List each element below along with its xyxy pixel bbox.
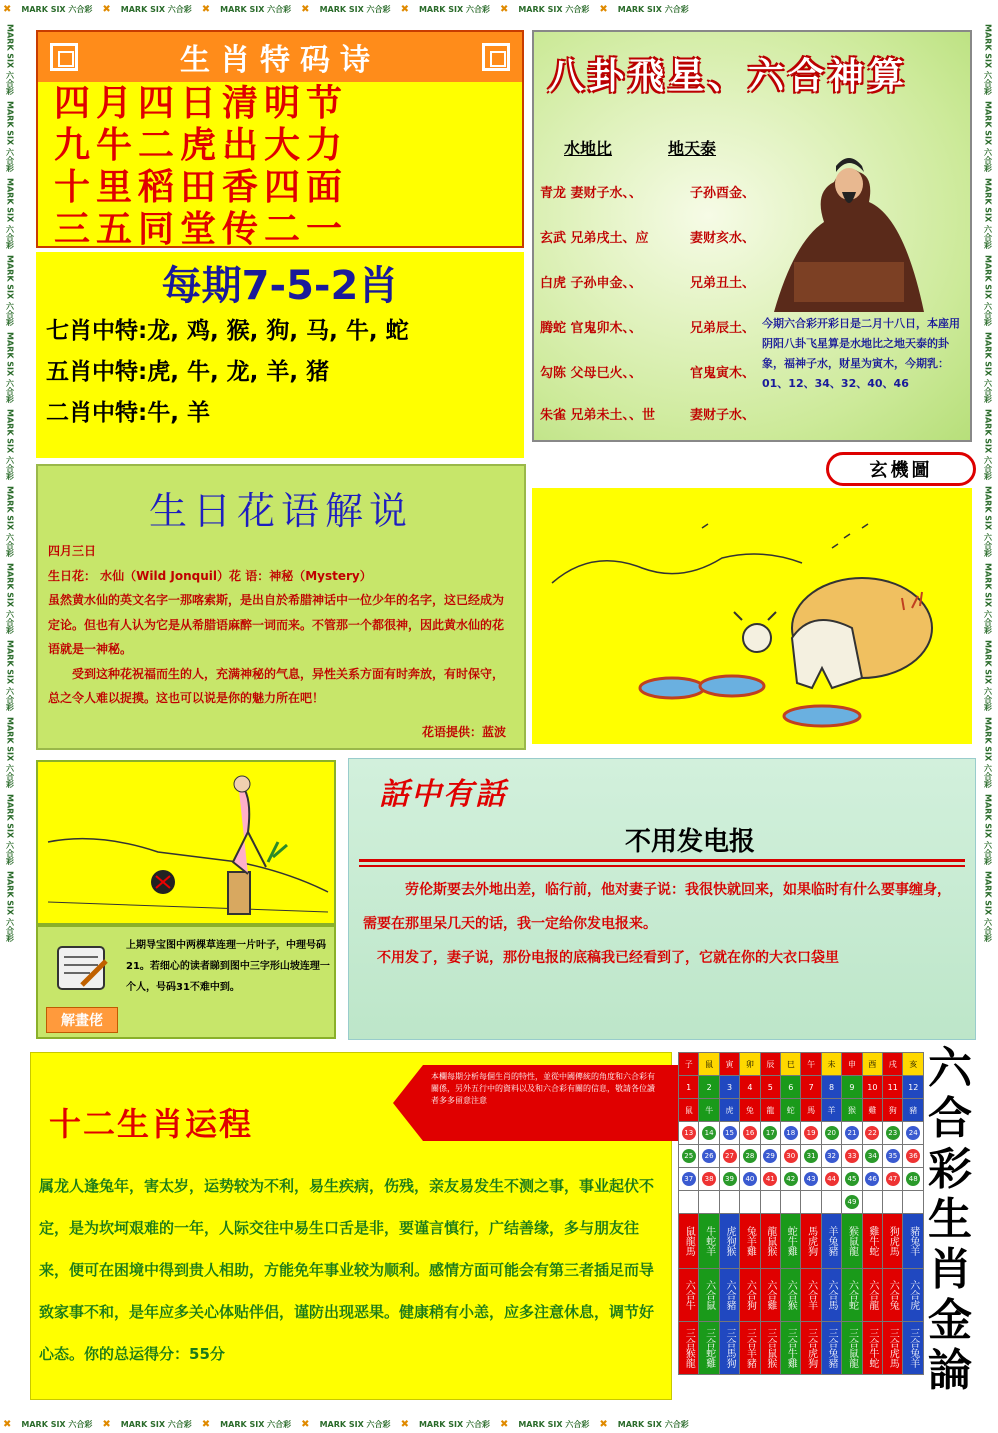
border-brand: MARK SIX 六合彩 — [983, 717, 993, 788]
ball-cell — [903, 1122, 924, 1145]
border-brand: MARK SIX 六合彩 — [5, 178, 15, 249]
grid-row — [679, 1099, 924, 1122]
lottery-ball: 31 — [804, 1149, 818, 1163]
border-x-icon: ✖ — [400, 1418, 409, 1430]
branch-cell: 申 — [842, 1053, 862, 1076]
poem-line: 三五同堂传二一 — [54, 208, 349, 250]
zodiac-cell: 猴 — [842, 1099, 862, 1122]
lottery-ball: 38 — [702, 1172, 716, 1186]
ball-cell — [903, 1145, 924, 1168]
sanhe-cell: 三合蛇雞 — [699, 1322, 719, 1375]
xuanji-label: 玄機圖 — [869, 460, 933, 481]
grid-row — [679, 1145, 924, 1168]
ball-cell — [740, 1191, 760, 1214]
branch-cell: 巳 — [781, 1053, 801, 1076]
ball-cell — [883, 1168, 903, 1191]
ball-cell — [760, 1145, 780, 1168]
lottery-ball: 14 — [702, 1126, 716, 1140]
lottery-ball: 32 — [825, 1149, 839, 1163]
zodiac-poem-panel — [36, 30, 524, 248]
liuhe-cell: 六合馬 — [821, 1269, 841, 1322]
branch-cell: 午 — [801, 1053, 821, 1076]
lottery-ball: 47 — [886, 1172, 900, 1186]
liuhe-cell: 六合龍 — [862, 1269, 882, 1322]
ball-cell — [862, 1191, 882, 1214]
lottery-ball: 36 — [906, 1149, 920, 1163]
number-cell: 8 — [821, 1076, 841, 1099]
picks-row: 五肖中特:虎, 牛, 龙, 羊, 猪 — [46, 359, 330, 385]
grid-row — [679, 1122, 924, 1145]
riddle-hint-panel — [36, 925, 336, 1039]
border-brand: MARK SIX 六合彩 — [983, 332, 993, 403]
lottery-ball: 29 — [763, 1149, 777, 1163]
poem-line: 十里稻田香四面 — [54, 166, 349, 208]
picks-row: 二肖中特:牛, 羊 — [46, 400, 210, 426]
border-x-icon: ✖ — [301, 3, 310, 15]
zodiac-table — [678, 1052, 924, 1375]
ball-cell — [821, 1145, 841, 1168]
lottery-ball: 35 — [886, 1149, 900, 1163]
sanhe-cell: 三合鼠猴 — [760, 1322, 780, 1375]
gua-left: 水地比 — [564, 139, 613, 158]
trios-cell: 馬虎狗 — [801, 1214, 821, 1269]
zodiac-cell: 牛 — [699, 1099, 719, 1122]
sanhe-cell: 三合猴龍 — [679, 1322, 699, 1375]
lottery-ball: 45 — [845, 1172, 859, 1186]
border-brand: MARK SIX 六合彩 — [5, 101, 15, 172]
grid-row — [679, 1053, 924, 1076]
border-x-icon: ✖ — [3, 1418, 12, 1430]
branch-cell: 辰 — [760, 1053, 780, 1076]
lottery-ball: 24 — [906, 1126, 920, 1140]
liuhe-cell: 六合猴 — [781, 1269, 801, 1322]
number-cell: 4 — [740, 1076, 760, 1099]
grid-row — [679, 1191, 924, 1214]
ball-cell — [862, 1122, 882, 1145]
vertical-title-char: 金 — [928, 1294, 972, 1346]
trios-cell: 兔羊雞 — [740, 1214, 760, 1269]
ball-cell — [862, 1168, 882, 1191]
bagua-row-left: 玄武 兄弟戌土、应 — [540, 231, 649, 246]
border-x-icon: ✖ — [301, 1418, 310, 1430]
bagua-row-left: 腾蛇 官鬼卯木、、 — [540, 321, 643, 336]
border-brand: MARK SIX 六合彩 — [220, 1419, 292, 1429]
border-brand: MARK SIX 六合彩 — [220, 4, 292, 14]
border-brand: MARK SIX 六合彩 — [983, 409, 993, 480]
lottery-ball: 41 — [763, 1172, 777, 1186]
ball-cell — [862, 1145, 882, 1168]
border-brand: MARK SIX 六合彩 — [5, 332, 15, 403]
ball-cell — [842, 1191, 862, 1214]
vertical-title-char: 六 — [928, 1043, 972, 1095]
ball-cell — [781, 1145, 801, 1168]
picks-headline: 每期7-5-2肖 — [161, 263, 399, 309]
number-cell: 11 — [883, 1076, 903, 1099]
bagua-note: 今期六合彩开彩日是二月十八日，本座用阴阳八卦飞星算是水地比之地天泰的卦象，福神子水，财星为寅木，今期乳：01、12、34、32、40、46 — [762, 317, 960, 390]
sanhe-cell: 三合兔羊 — [903, 1322, 924, 1375]
liuhe-cell: 六合牛 — [679, 1269, 699, 1322]
number-cell: 3 — [719, 1076, 739, 1099]
ball-cell — [760, 1191, 780, 1214]
lottery-ball: 39 — [723, 1172, 737, 1186]
poem-title: 生肖特码诗 — [180, 43, 380, 78]
vertical-title — [924, 1044, 976, 1396]
lottery-ball: 17 — [763, 1126, 777, 1140]
zodiac-cell: 馬 — [801, 1099, 821, 1122]
border-right — [978, 18, 998, 1415]
ball-cell — [801, 1168, 821, 1191]
lottery-ball: 18 — [784, 1126, 798, 1140]
lottery-ball: 30 — [784, 1149, 798, 1163]
number-cell: 7 — [801, 1076, 821, 1099]
zodiac-cell: 龍 — [760, 1099, 780, 1122]
bagua-row-right: 妻财子水、 — [690, 408, 756, 423]
border-brand: MARK SIX 六合彩 — [518, 1419, 590, 1429]
ball-cell — [699, 1145, 719, 1168]
border-x-icon: ✖ — [499, 1418, 509, 1430]
lottery-ball: 16 — [743, 1126, 757, 1140]
number-cell: 12 — [903, 1076, 924, 1099]
border-x-icon: ✖ — [599, 1418, 608, 1430]
ball-cell — [740, 1168, 760, 1191]
zodiac-fortune-panel — [30, 1052, 672, 1400]
poem-line: 九牛二虎出大力 — [54, 124, 349, 166]
border-bottom — [0, 1415, 998, 1433]
border-brand: MARK SIX 六合彩 — [5, 486, 15, 557]
bagua-panel — [532, 30, 972, 442]
grid-row — [679, 1168, 924, 1191]
joke-brand: 話中有話 — [379, 777, 507, 812]
ball-cell — [699, 1168, 719, 1191]
zodiac-cell: 羊 — [821, 1099, 841, 1122]
ball-cell — [903, 1168, 924, 1191]
cow-scene-illustration — [532, 488, 972, 744]
branch-cell: 亥 — [903, 1053, 924, 1076]
lottery-ball: 13 — [682, 1126, 696, 1140]
border-brand: MARK SIX 六合彩 — [5, 409, 15, 480]
ball-cell — [719, 1191, 739, 1214]
fortune-body: 属龙人逢兔年，害太岁，运势较为不利，易生疾病，伤残，亲友易发生不测之事，事业起伏不定，是为坎坷艰难的一年，人际交往中易生口舌是非，要谨言慎行，广结善缘，多与朋友往来，便可在困境中得到贵人相助，方能免年事业较为顺利。感情方面可能会有第三者插足而导致家事不和，是年应多关心体贴伴侣，谨防出现恶果。健康稍有小恙，应多注意休息，调节好心态。你的总运得分：55分 — [39, 1177, 655, 1363]
number-cell: 6 — [781, 1076, 801, 1099]
ball-cell — [883, 1145, 903, 1168]
divider — [359, 859, 965, 862]
bagua-row-left: 勾陈 父母巳火、、 — [540, 366, 643, 381]
liuhe-cell: 六合雞 — [760, 1269, 780, 1322]
border-brand: MARK SIX 六合彩 — [418, 1419, 490, 1429]
border-x-icon: ✖ — [499, 3, 509, 15]
frame-icon — [50, 43, 78, 71]
vertical-title-char: 彩 — [928, 1143, 972, 1195]
border-brand: MARK SIX 六合彩 — [983, 640, 993, 711]
border-brand: MARK SIX 六合彩 — [21, 1419, 93, 1429]
ball-cell — [760, 1122, 780, 1145]
branch-cell: 鼠 — [699, 1053, 719, 1076]
joke-paragraph: 劳伦斯要去外地出差，临行前，他对妻子说：我很快就回来，如果临时有什么要事缠身，需要在那里呆几天的话，我一定给你发电报来。 — [363, 882, 951, 932]
lottery-ball: 43 — [804, 1172, 818, 1186]
trios-cell: 牛蛇羊 — [699, 1214, 719, 1269]
trios-cell: 猴鼠龍 — [842, 1214, 862, 1269]
riddle-illustration-cow — [532, 488, 972, 744]
border-brand: MARK SIX 六合彩 — [21, 4, 93, 14]
flower-language-panel — [36, 464, 526, 750]
trios-cell: 龍鼠猴 — [760, 1214, 780, 1269]
lottery-ball: 34 — [865, 1149, 879, 1163]
bagua-row-right: 官鬼寅木、 — [690, 366, 756, 381]
bagua-row-left: 朱雀 兄弟未土、、世 — [540, 408, 656, 423]
liuhe-cell: 六合羊 — [801, 1269, 821, 1322]
trios-cell: 豬兔羊 — [903, 1214, 924, 1269]
lottery-ball: 28 — [743, 1149, 757, 1163]
border-brand: MARK SIX 六合彩 — [5, 255, 15, 326]
border-x-icon: ✖ — [3, 3, 12, 15]
lottery-ball: 26 — [702, 1149, 716, 1163]
ball-cell — [679, 1122, 699, 1145]
ball-cell — [842, 1145, 862, 1168]
ball-cell — [719, 1145, 739, 1168]
lottery-ball: 19 — [804, 1126, 818, 1140]
branch-cell: 卯 — [740, 1053, 760, 1076]
border-brand: MARK SIX 六合彩 — [5, 717, 15, 788]
ball-cell — [699, 1191, 719, 1214]
gua-right: 地天泰 — [668, 139, 717, 158]
bagua-title: 八卦飛星、六合神算 — [548, 55, 909, 97]
trios-cell: 鼠龍馬 — [679, 1214, 699, 1269]
ball-cell — [883, 1122, 903, 1145]
lottery-ball: 33 — [845, 1149, 859, 1163]
flower-title: 生日花语解说 — [148, 489, 413, 533]
sage-illustration — [764, 122, 934, 322]
border-x-icon: ✖ — [102, 1418, 111, 1430]
flower-line: 生日花： 水仙（Wild Jonquil）花 语：神秘（Mystery） — [48, 568, 372, 583]
branch-cell: 酉 — [862, 1053, 882, 1076]
liuhe-cell: 六合蛇 — [842, 1269, 862, 1322]
border-brand: MARK SIX 六合彩 — [983, 101, 993, 172]
picks-row: 七肖中特:龙, 鸡, 猴, 狗, 马, 牛, 蛇 — [46, 318, 409, 344]
frame-icon — [482, 43, 510, 71]
border-x-icon: ✖ — [201, 1418, 211, 1430]
lottery-ball: 44 — [825, 1172, 839, 1186]
branch-cell: 戌 — [883, 1053, 903, 1076]
zodiac-number-grid — [678, 1052, 924, 1398]
ball-cell — [781, 1168, 801, 1191]
border-brand: MARK SIX 六合彩 — [418, 4, 490, 14]
sanhe-cell: 三合馬狗 — [719, 1322, 739, 1375]
number-cell: 9 — [842, 1076, 862, 1099]
lottery-ball: 21 — [845, 1126, 859, 1140]
border-brand: MARK SIX 六合彩 — [5, 563, 15, 634]
border-brand: MARK SIX 六合彩 — [983, 563, 993, 634]
ball-cell — [760, 1168, 780, 1191]
vertical-title-char: 生 — [928, 1193, 972, 1245]
joke-title: 不用发电报 — [625, 827, 756, 857]
border-brand: MARK SIX 六合彩 — [617, 1419, 689, 1429]
border-brand: MARK SIX 六合彩 — [983, 24, 993, 95]
border-brand: MARK SIX 六合彩 — [5, 871, 15, 942]
joke-panel — [348, 758, 976, 1040]
ball-cell — [719, 1122, 739, 1145]
lottery-ball: 23 — [886, 1126, 900, 1140]
sanhe-cell: 三合虎馬 — [883, 1322, 903, 1375]
lottery-ball: 25 — [682, 1149, 696, 1163]
border-top — [0, 0, 998, 18]
border-brand: MARK SIX 六合彩 — [120, 4, 192, 14]
divider — [359, 865, 965, 867]
sanhe-cell: 三合兔豬 — [821, 1322, 841, 1375]
notebook-icon — [52, 941, 112, 997]
border-brand: MARK SIX 六合彩 — [319, 4, 391, 14]
border-brand: MARK SIX 六合彩 — [5, 24, 15, 95]
border-brand: MARK SIX 六合彩 — [983, 178, 993, 249]
number-cell: 1 — [679, 1076, 699, 1099]
border-brand: MARK SIX 六合彩 — [319, 1419, 391, 1429]
grid-row — [679, 1214, 924, 1269]
branch-cell: 子 — [679, 1053, 699, 1076]
grid-row — [679, 1269, 924, 1322]
border-x-icon: ✖ — [599, 3, 608, 15]
xuanji-badge — [826, 452, 976, 486]
bagua-row-right: 子孙酉金、 — [690, 186, 756, 201]
hint-label: 解畫佬 — [46, 1007, 118, 1033]
border-brand: MARK SIX 六合彩 — [120, 1419, 192, 1429]
border-brand: MARK SIX 六合彩 — [617, 4, 689, 14]
ball-cell — [740, 1122, 760, 1145]
trios-cell: 羊兔豬 — [821, 1214, 841, 1269]
lottery-ball: 22 — [865, 1126, 879, 1140]
ball-cell — [801, 1145, 821, 1168]
ball-cell — [903, 1191, 924, 1214]
ball-cell — [699, 1122, 719, 1145]
sanhe-cell: 三合羊豬 — [740, 1322, 760, 1375]
ball-cell — [842, 1122, 862, 1145]
grid-row — [679, 1322, 924, 1375]
border-brand: MARK SIX 六合彩 — [5, 794, 15, 865]
grid-row — [679, 1076, 924, 1099]
ball-cell — [801, 1191, 821, 1214]
lottery-ball: 49 — [845, 1195, 859, 1209]
zodiac-cell: 鼠 — [679, 1099, 699, 1122]
bagua-row-left: 青龙 妻财子水、、 — [540, 186, 643, 201]
ball-cell — [679, 1168, 699, 1191]
border-brand: MARK SIX 六合彩 — [518, 4, 590, 14]
ball-cell — [679, 1191, 699, 1214]
lottery-ball: 42 — [784, 1172, 798, 1186]
sanhe-cell: 三合虎狗 — [801, 1322, 821, 1375]
zodiac-cell: 蛇 — [781, 1099, 801, 1122]
zodiac-cell: 兔 — [740, 1099, 760, 1122]
ball-cell — [781, 1122, 801, 1145]
flower-paragraph: 虽然黄水仙的英文名字一那喀索斯，是出自於希腊神话中一位少年的名字，这已经成为定论。但也有人认为它是从希腊语麻醉一词而来。不管那一个都很神，因此黄水仙的花语就是一神秘。 — [48, 593, 505, 656]
lottery-ball: 20 — [825, 1126, 839, 1140]
trios-cell: 虎狗猴 — [719, 1214, 739, 1269]
flower-paragraph: 受到这种花祝福而生的人，充满神秘的气息，异性关系方面有时奔放，有时保守，总之令人难以捉摸。这也可以说是你的魅力所在吧！ — [48, 666, 505, 705]
ball-cell — [883, 1191, 903, 1214]
vertical-title-char: 論 — [928, 1344, 972, 1396]
liuhe-cell: 六合狗 — [740, 1269, 760, 1322]
lottery-ball: 37 — [682, 1172, 696, 1186]
liuhe-cell: 六合鼠 — [699, 1269, 719, 1322]
sanhe-cell: 三合牛雞 — [781, 1322, 801, 1375]
liuhe-cell: 六合兔 — [883, 1269, 903, 1322]
vertical-title-char: 肖 — [928, 1244, 972, 1296]
sanhe-cell: 三合鼠龍 — [842, 1322, 862, 1375]
ball-cell — [821, 1122, 841, 1145]
lottery-ball: 48 — [906, 1172, 920, 1186]
zodiac-cell: 豬 — [903, 1099, 924, 1122]
border-x-icon: ✖ — [400, 3, 409, 15]
border-brand: MARK SIX 六合彩 — [983, 255, 993, 326]
ball-cell — [719, 1168, 739, 1191]
ball-cell — [842, 1168, 862, 1191]
border-brand: MARK SIX 六合彩 — [983, 794, 993, 865]
border-brand: MARK SIX 六合彩 — [983, 871, 993, 942]
ball-cell — [740, 1145, 760, 1168]
bagua-row-left: 白虎 子孙申金、、 — [540, 276, 643, 291]
flower-date: 四月三日 — [48, 544, 97, 558]
ball-cell — [821, 1191, 841, 1214]
zodiac-cell: 狗 — [883, 1099, 903, 1122]
border-x-icon: ✖ — [102, 3, 111, 15]
runner-scene-illustration — [38, 762, 334, 923]
ball-cell — [679, 1145, 699, 1168]
vertical-title-char: 合 — [928, 1093, 972, 1145]
trios-cell: 蛇牛雞 — [781, 1214, 801, 1269]
bagua-row-right: 兄弟辰土、 — [690, 321, 756, 336]
lottery-ball: 15 — [723, 1126, 737, 1140]
ball-cell — [821, 1168, 841, 1191]
flower-credit: 花语提供：蓝波 — [421, 725, 506, 739]
lottery-ball: 27 — [723, 1149, 737, 1163]
border-left — [0, 18, 20, 1415]
liuhe-cell: 六合虎 — [903, 1269, 924, 1322]
joke-paragraph: 不用发了，妻子说，那份电报的底稿我已经看到了，它就在你的大衣口袋里 — [377, 950, 839, 966]
bagua-row-right: 兄弟丑土、 — [690, 276, 756, 291]
liuhe-cell: 六合豬 — [719, 1269, 739, 1322]
lottery-ball: 40 — [743, 1172, 757, 1186]
hint-text: 上期导宝图中两棵草连理一片叶子，中理号码21。若细心的读者睇到图中三字形山坡连理一个人，号码31不难中到。 — [126, 940, 330, 993]
bagua-row-right: 妻财亥水、 — [690, 231, 756, 246]
riddle-illustration-runner — [36, 760, 336, 925]
sanhe-cell: 三合牛蛇 — [862, 1322, 882, 1375]
ball-cell — [801, 1122, 821, 1145]
ball-cell — [781, 1191, 801, 1214]
number-cell: 10 — [862, 1076, 882, 1099]
number-cell: 2 — [699, 1076, 719, 1099]
lottery-ball: 46 — [865, 1172, 879, 1186]
number-cell: 5 — [760, 1076, 780, 1099]
zodiac-cell: 虎 — [719, 1099, 739, 1122]
zodiac-cell: 雞 — [862, 1099, 882, 1122]
border-brand: MARK SIX 六合彩 — [983, 486, 993, 557]
notice-text: 本欄每期分析每個生肖的特性，並從中國傳統的角度和六合彩有關係，另外五行中的資料以及和六合彩有關的信息，敬請各位讀者多多留意注意 — [431, 1072, 655, 1105]
poem-line: 四月四日清明节 — [54, 82, 349, 124]
poem-header — [38, 32, 522, 82]
fortune-title: 十二生肖运程 — [49, 1105, 254, 1143]
zodiac-picks-panel — [36, 252, 524, 458]
trios-cell: 雞牛蛇 — [862, 1214, 882, 1269]
branch-cell: 寅 — [719, 1053, 739, 1076]
border-brand: MARK SIX 六合彩 — [5, 640, 15, 711]
border-x-icon: ✖ — [201, 3, 211, 15]
branch-cell: 未 — [821, 1053, 841, 1076]
trios-cell: 狗虎馬 — [883, 1214, 903, 1269]
